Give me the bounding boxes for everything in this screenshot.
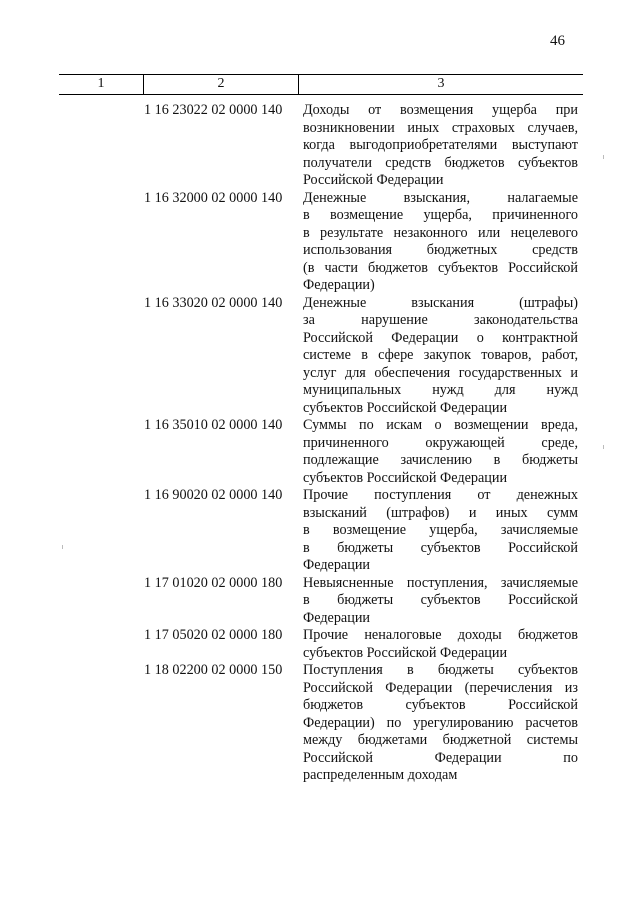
page-number: 46	[550, 33, 565, 49]
header-col-2: 2	[143, 75, 298, 94]
budget-code: 1 16 33020 02 0000 140	[144, 294, 283, 311]
description-line: причиненного окружающей среде,	[303, 434, 578, 451]
income-description	[303, 102, 578, 190]
description-line: в бюджеты субъектов Российской	[303, 539, 578, 556]
description-line: распределенным доходам	[303, 767, 458, 783]
description-line: Суммы по искам о возмещении вреда,	[303, 417, 578, 433]
description-line: Федерации) по урегулированию расчетов	[303, 714, 578, 731]
description-line: когда выгодоприобретателями выступают	[303, 137, 578, 153]
description-line: получатели средств бюджетов субъектов	[303, 154, 578, 171]
description-line: Российской Федерации по	[303, 749, 578, 766]
budget-code: 1 16 23022 02 0000 140	[144, 102, 283, 118]
description-line: Прочие неналоговые доходы бюджетов	[303, 627, 578, 643]
description-line: Поступления в бюджеты субъектов	[303, 662, 578, 678]
description-line: в возмещение ущерба, зачисляемые	[303, 522, 578, 538]
header-col-3: 3	[298, 75, 583, 94]
table-header	[59, 74, 583, 95]
header-col-1: 1	[97, 76, 105, 91]
description-line: Денежные взыскания (штрафы)	[303, 294, 578, 311]
description-line: возникновении иных страховых случаев,	[303, 119, 578, 136]
table-row	[144, 662, 584, 785]
description-line: Российской Федерации (перечисления из	[303, 679, 578, 696]
table-row	[144, 295, 584, 418]
income-description	[303, 627, 578, 662]
description-line: бюджетов субъектов Российской	[303, 697, 578, 713]
budget-code: 1 17 05020 02 0000 180	[144, 627, 283, 643]
description-line: между бюджетами бюджетной системы	[303, 732, 578, 748]
table-row	[144, 627, 584, 662]
description-line: Денежные взыскания, налагаемые	[303, 189, 578, 206]
budget-code: 1 16 35010 02 0000 140	[144, 417, 283, 433]
description-line: Прочие поступления от денежных	[303, 487, 578, 503]
table-row	[144, 190, 584, 295]
income-description	[303, 417, 578, 487]
description-line: в возмещение ущерба, причиненного	[303, 207, 578, 223]
income-description	[303, 487, 578, 575]
scan-mark	[62, 545, 63, 549]
description-line: Российской Федерации о контрактной	[303, 329, 578, 346]
description-line: субъектов Российской Федерации	[303, 644, 508, 661]
description-line: за нарушение законодательства	[303, 312, 578, 328]
table-row	[144, 487, 584, 575]
description-line: в бюджеты субъектов Российской	[303, 592, 578, 608]
table-row	[144, 575, 584, 628]
description-line: субъектов Российской Федерации	[303, 469, 508, 486]
budget-code: 1 17 01020 02 0000 180	[144, 574, 283, 591]
budget-code: 1 16 90020 02 0000 140	[144, 487, 283, 503]
description-line: Невыясненные поступления, зачисляемые	[303, 574, 578, 591]
description-line: муниципальных нужд для нужд	[303, 382, 578, 398]
description-line: Федерации)	[303, 277, 375, 293]
description-line: использования бюджетных средств	[303, 242, 578, 258]
description-line: Федерации	[303, 557, 371, 573]
table-row	[144, 102, 584, 190]
table-body	[144, 102, 584, 785]
description-line: взысканий (штрафов) и иных сумм	[303, 504, 578, 521]
budget-code: 1 18 02200 02 0000 150	[144, 662, 283, 678]
description-line: услуг для обеспечения государственных и	[303, 364, 578, 381]
description-line: Федерации	[303, 609, 371, 626]
budget-code: 1 16 32000 02 0000 140	[144, 189, 283, 206]
description-line: системе в сфере закупок товаров, работ,	[303, 347, 578, 363]
description-line: Российской Федерации	[303, 172, 444, 188]
scan-mark	[603, 445, 604, 449]
description-line: Доходы от возмещения ущерба при	[303, 102, 578, 118]
description-line: субъектов Российской Федерации	[303, 399, 508, 416]
table-row	[144, 417, 584, 487]
income-description	[303, 190, 578, 295]
income-description	[303, 662, 578, 785]
income-description	[303, 295, 578, 418]
scan-mark	[603, 155, 604, 159]
description-line: (в части бюджетов субъектов Российской	[303, 259, 578, 276]
description-line: в результате незаконного или нецелевого	[303, 224, 578, 241]
description-line: подлежащие зачислению в бюджеты	[303, 452, 578, 468]
income-description	[303, 575, 578, 628]
